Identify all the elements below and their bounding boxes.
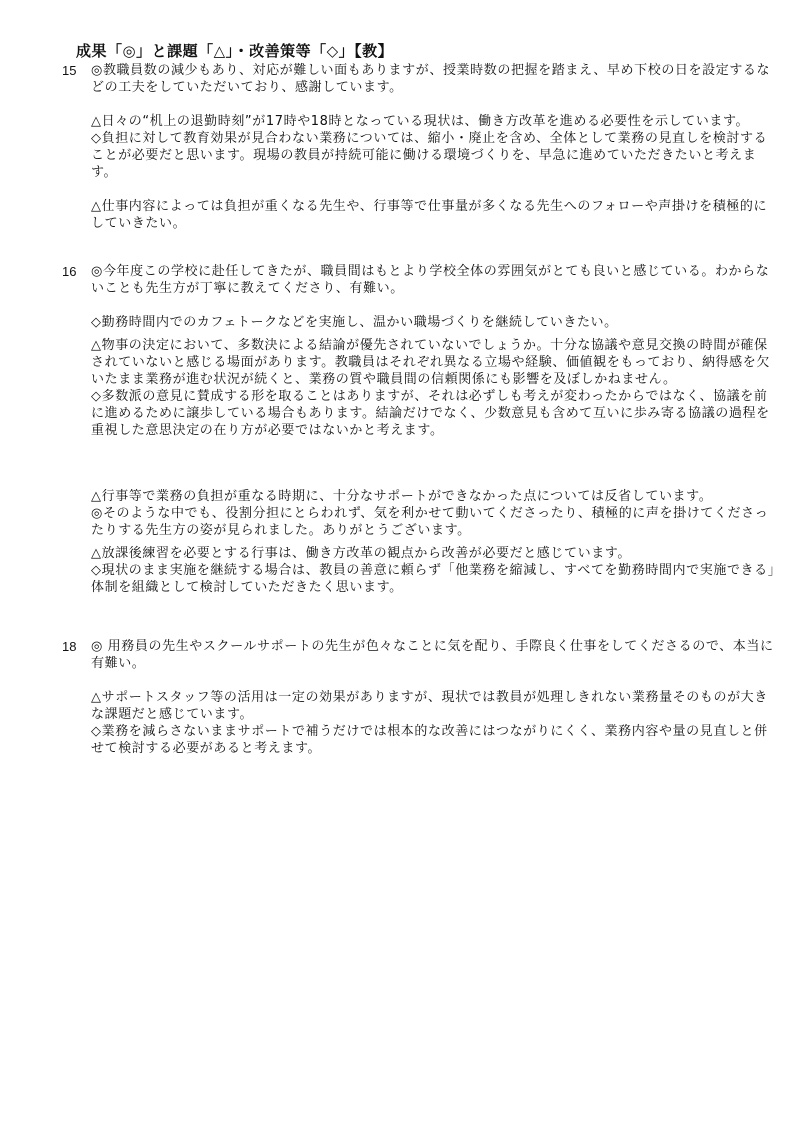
entry-body: [91, 488, 778, 596]
improvement-text: ◇多数派の意見に賛成する形を取ることはありますが、それは必ずしも考えが変わったからではなく、協議を前に進めるために譲歩している場合もあります。結論だけでなく、少数意見も含めて互いに歩み寄る協議の過程を重視した意思決定の在り方が必要ではないかと考えます。: [91, 389, 770, 438]
issue-text: △放課後練習を必要とする行事は、働き方改革の観点から改善が必要だと感じています。: [91, 546, 631, 561]
entry-number: 18: [62, 639, 77, 654]
achievement-text: ◎そのような中でも、役割分担にとらわれず、気を利かせて動いてくださったり、積極的に声を掛けてくださったりする先生方の姿が見られました。ありがとうございます。: [91, 506, 769, 538]
entry-15: [62, 62, 782, 232]
improvement-text: ◇勤務時間内でのカフェトークなどを実施し、温かい職場づくりを継続していきたい。: [91, 315, 618, 330]
issue-text: △物事の決定において、多数決による結論が優先されていないでしょうか。十分な協議や意見交換の時間が確保されていないと感じる場面があります。教職員はそれぞれ異なる立場や経験、価値観をもっており、納得感を欠いたまま業務が進む状況が続くと、業務の質や職員間の信頼関係にも影響を及ぼしかねません。: [91, 338, 770, 387]
issue-text: △行事等で業務の負担が重なる時期に、十分なサポートができなかった点については反省しています。: [91, 489, 713, 504]
entry-body: [91, 62, 778, 232]
entry-16: [62, 263, 782, 439]
entry-number: 16: [62, 264, 77, 279]
entry-body: [91, 263, 778, 439]
achievement-text: ◎今年度この学校に赴任してきたが、職員間はもとより学校全体の雰囲気がとても良いと感じている。わからないことも先生方が丁寧に教えてくださり、有難い。: [91, 264, 770, 296]
improvement-text: ◇業務を減らさないままサポートで補うだけでは根本的な改善にはつながりにくく、業務内容や量の見直しと併せて検討する必要があると考えます。: [91, 724, 768, 756]
entry-number: 15: [62, 63, 77, 78]
improvement-text: ◇現状のまま実施を継続する場合は、教員の善意に頼らず「他業務を縮減し、すべてを勤務時間内で実施できる」体制を組織として検討していただきたく思います。: [91, 563, 775, 595]
page-title: 成果「◎」と課題「△」・改善策等「◇」【教】: [76, 42, 394, 60]
achievement-text: ◎ 用務員の先生やスクールサポートの先生が色々なことに気を配り、手際良く仕事をしてくださるので、本当に有難い。: [91, 639, 774, 671]
entry-unnumbered: [62, 488, 782, 596]
issue-text: △日々の“机上の退勤時刻”が17時や18時となっている現状は、働き方改革を進める必要性を示しています。: [91, 114, 750, 129]
achievement-text: ◎教職員数の減少もあり、対応が難しい面もありますが、授業時数の把握を踏まえ、早め下校の日を設定するなどの工夫をしていただいており、感謝しています。: [91, 63, 771, 95]
entry-18: [62, 638, 782, 757]
improvement-text: ◇負担に対して教育効果が見合わない業務については、縮小・廃止を含め、全体として業務の見直しを検討することが必要だと思います。現場の教員が持続可能に働ける環境づくりを、早急に進めていただきたいと考えます。: [91, 131, 768, 180]
entry-body: [91, 638, 778, 757]
issue-text: △仕事内容によっては負担が重くなる先生や、行事等で仕事量が多くなる先生へのフォローや声掛けを積極的にしていきたい。: [91, 199, 768, 231]
issue-text: △サポートスタッフ等の活用は一定の効果がありますが、現状では教員が処理しきれない業務量そのものが大きな課題だと感じています。: [91, 690, 768, 722]
